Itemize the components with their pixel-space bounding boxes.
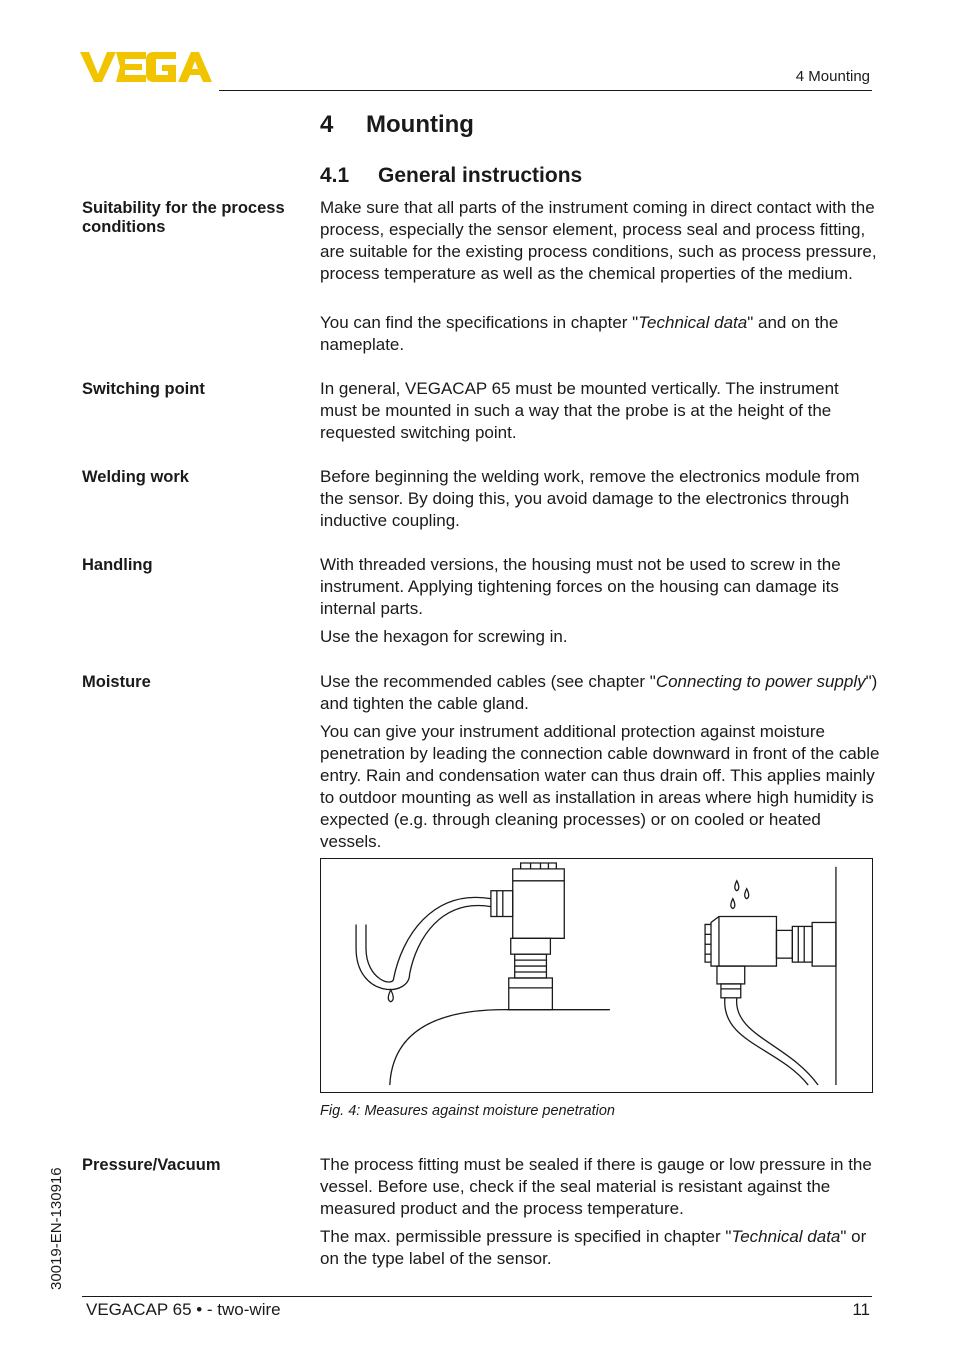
figure-caption: Fig. 4: Measures against moisture penetration: [320, 1103, 615, 1119]
vega-logo: [80, 50, 212, 84]
para-switching-point: In general, VEGACAP 65 must be mounted vertically. The instrument must be mounted in such a way that the probe is at the height of the requested switching point.: [320, 379, 839, 442]
footer-product: VEGACAP 65 • - two-wire: [86, 1300, 281, 1319]
label-switching-point: Switching point: [82, 380, 205, 398]
label-suitability: Suitability for the process conditions: [82, 199, 285, 236]
chapter-title: [320, 111, 474, 139]
para-pressure-2: The max. permissible pressure is specified in chapter "Technical data" or on the type label of the sensor.: [320, 1227, 867, 1268]
para-suitability-2: You can find the specifications in chapter "Technical data" and on the nameplate.: [320, 313, 839, 354]
running-header: 4 Mounting: [795, 68, 870, 85]
ref-technical-data-2: Technical data: [731, 1227, 841, 1246]
ref-connecting-power: Connecting to power supply: [655, 672, 866, 691]
chapter-title-text: Mounting: [366, 111, 474, 138]
section-title-text: General instructions: [378, 164, 583, 187]
label-pressure-vacuum: Pressure/Vacuum: [82, 1156, 221, 1174]
moisture-illustration: [321, 859, 872, 1092]
header-divider: [219, 90, 872, 91]
label-handling: Handling: [82, 556, 153, 574]
moisture-figure: [320, 858, 873, 1093]
section-number: 4.1: [320, 164, 350, 187]
label-welding-work: Welding work: [82, 468, 189, 486]
para-moisture-1: Use the recommended cables (see chapter "Connecting to power supply") and tighten the cable gland.: [320, 672, 878, 713]
section-title: [320, 164, 582, 188]
para-moisture-2: You can give your instrument additional protection against moisture penetration by leading the connection cable downward in front of the cable entry. Rain and condensation water can thus drain off. This applies mainly to outdoor mounting as well as installation in areas where high humidity is expected (e.g. through cleaning processes) or on cooled or heated vessels.: [320, 722, 880, 851]
footer-divider: [82, 1296, 872, 1297]
para-suitability-1: Make sure that all parts of the instrument coming in direct contact with the process, especially the sensor element, process seal and process fitting, are suitable for the existing process conditions, such as process pressure, process temperature as well as the chemical properties of the medium.: [320, 198, 877, 283]
para-handling-1: With threaded versions, the housing must not be used to screw in the instrument. Applying tightening forces on the housing can damage its internal parts.: [320, 555, 841, 618]
label-moisture: Moisture: [82, 673, 151, 691]
ref-technical-data: Technical data: [638, 313, 748, 332]
page-number: 11: [852, 1300, 870, 1319]
para-handling-2: Use the hexagon for screwing in.: [320, 627, 568, 646]
chapter-number: 4: [320, 111, 334, 138]
para-pressure-1: The process fitting must be sealed if there is gauge or low pressure in the vessel. Before use, check if the seal material is resistant against the measured product and the process temperature.: [320, 1155, 872, 1218]
document-id: 30019-EN-130916: [48, 1167, 65, 1290]
para-welding-work: Before beginning the welding work, remove the electronics module from the sensor. By doing this, you avoid damage to the electronics through inductive coupling.: [320, 467, 860, 530]
